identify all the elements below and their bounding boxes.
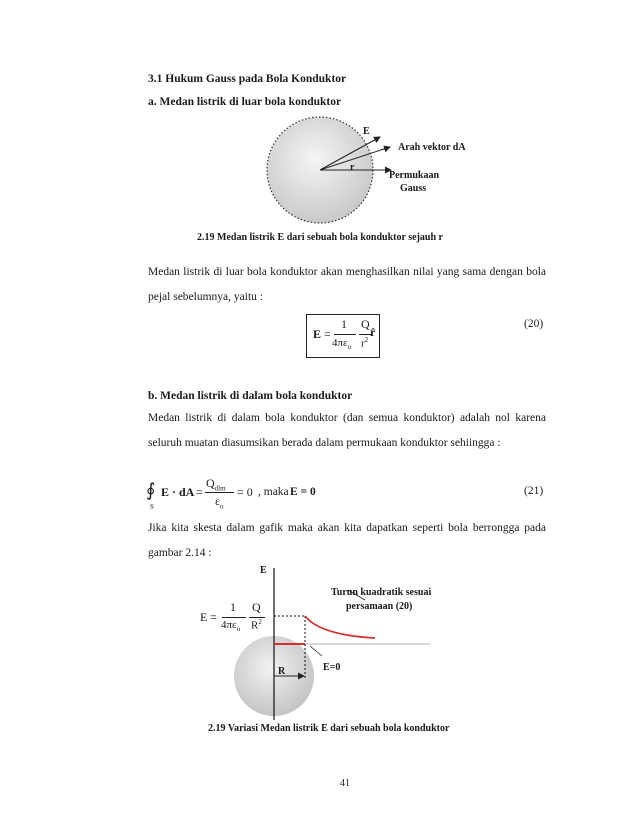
eq21-equals: =	[196, 485, 203, 499]
eq21-sub-s: S	[150, 503, 154, 511]
axis-e-label: E	[260, 565, 267, 576]
eq21-contour-integral: ∮	[146, 480, 156, 500]
figure2-caption: 2.19 Variasi Medan listrik E dari sebuah bola konduktor	[208, 723, 450, 734]
eq20-den2-sup: 2	[364, 336, 369, 344]
fig2-formula-num1: 1	[230, 600, 236, 614]
eq21-lhs: E · dA	[161, 485, 195, 499]
label-turun-line1: Turun kuadratik sesuai	[331, 587, 432, 598]
label-e: E	[363, 126, 370, 137]
equation-21-number: (21)	[524, 485, 544, 497]
label-turun-line2: persamaan (20)	[346, 601, 413, 612]
e-vs-r-graph	[180, 560, 450, 720]
subsection-b-title: b. Medan listrik di dalam bola konduktor	[148, 390, 353, 402]
decay-curve	[305, 616, 375, 638]
fig2-formula-bar-1	[222, 617, 246, 618]
fig2-formula-equals: =	[210, 610, 217, 624]
paragraph-1: Medan listrik di luar bola konduktor akan menghasilkan nilai yang sama dengan bola pejal sebelumnya, yaitu :	[148, 266, 546, 303]
eq20-num2: Q	[361, 317, 370, 331]
fig2-formula	[200, 600, 270, 640]
figure1-caption: 2.19 Medan listrik E dari sebuah bola konduktor sejauh r	[197, 232, 443, 243]
page-number: 41	[340, 778, 350, 789]
subsection-a-title: a. Medan listrik di luar bola konduktor	[148, 96, 342, 108]
eq21-den-sub: o	[220, 502, 224, 511]
eq20-fraction-bar-1	[334, 334, 356, 335]
section-title: 3.1 Hukum Gauss pada Bola Konduktor	[148, 73, 347, 85]
eq21-rhs: = 0	[237, 485, 253, 499]
eq21-result: E = 0	[290, 486, 316, 498]
eq21-text: , maka	[258, 486, 289, 498]
label-r: r	[350, 162, 355, 173]
fig2-formula-den2-sup: 2	[258, 618, 262, 626]
figure-e-vs-r	[180, 560, 450, 720]
paragraph-2: Medan listrik di dalam bola konduktor (dan semua konduktor) adalah nol karena seluruh muatan diasumsikan berada dalam permukaan konduktor sehiingga :	[148, 412, 546, 449]
fig2-formula-lhs: E	[200, 610, 208, 624]
eq20-den1-sub: o	[347, 343, 352, 352]
label-e-zero: E=0	[323, 662, 341, 673]
eq20-unit-vector: r̂	[370, 325, 376, 339]
eq21-den: ε	[215, 494, 221, 508]
leader-e0	[310, 646, 322, 656]
eq21-num-sub: dlm	[214, 484, 226, 493]
sphere-diagram	[260, 114, 510, 230]
eq20-num1: 1	[341, 317, 347, 331]
fig2-formula-num2: Q	[252, 600, 261, 614]
fig2-formula-den2: R	[251, 619, 259, 632]
eq20-lhs: E	[313, 327, 322, 341]
label-permukaan: Permukaan	[389, 170, 439, 181]
label-gauss: Gauss	[400, 183, 427, 194]
figure-sphere-gauss	[260, 114, 510, 230]
eq20-den1: 4πε	[332, 337, 348, 349]
eq21-num: Q	[206, 476, 215, 490]
fig2-formula-den1: 4πε	[221, 619, 237, 631]
eq21-fraction-bar	[205, 492, 234, 493]
label-arah-vektor-da: Arah vektor dA	[398, 142, 466, 153]
paragraph-3: Jika kita skesta dalam gafik maka akan kita dapatkan seperti bola berrongga pada gambar 2.14 :	[148, 522, 546, 559]
eq20-equals: =	[324, 327, 331, 341]
eq20-den2: r	[361, 337, 365, 350]
equation-20-number: (20)	[524, 318, 544, 330]
equation-21	[146, 474, 406, 514]
label-r-radius: R	[278, 666, 286, 677]
fig2-formula-den1-sub: o	[236, 625, 241, 634]
equation-20-box	[306, 314, 380, 358]
